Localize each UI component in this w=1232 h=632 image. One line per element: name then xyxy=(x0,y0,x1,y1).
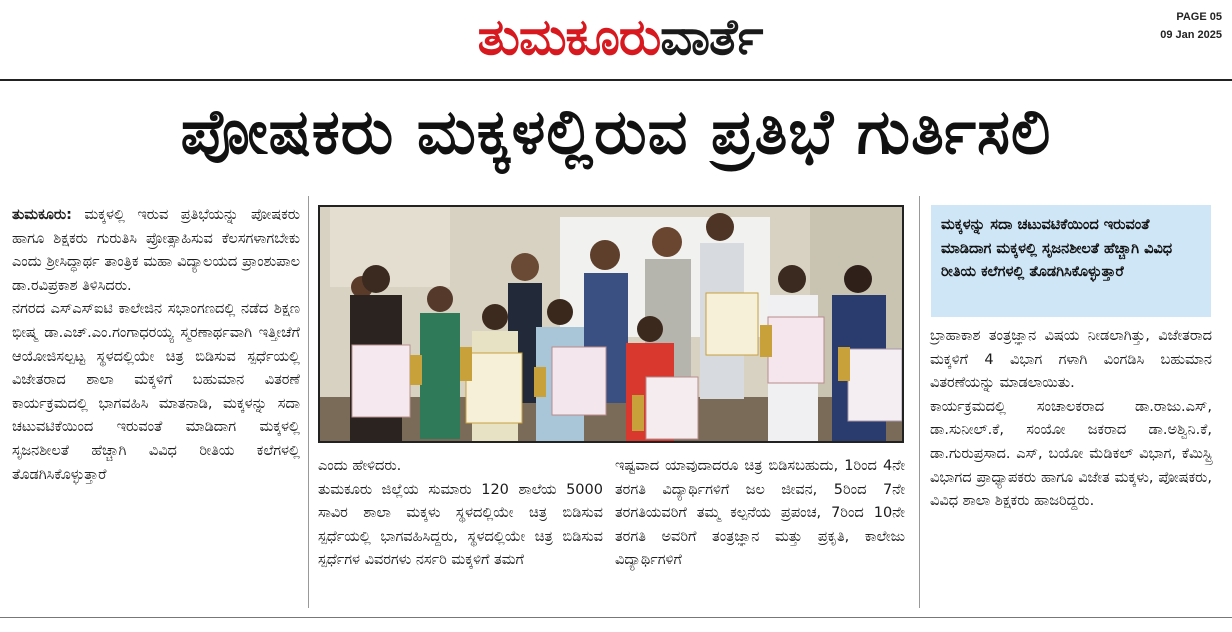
logo-part-black: ವಾರ್ತೆ xyxy=(660,8,763,66)
dateline: ತುಮಕೂರು: xyxy=(12,207,72,223)
article-paragraph: ಬ್ರಾಹಾಕಾಶ ತಂತ್ರಜ್ಞಾನ ವಿಷಯ ನೀಡಲಾಗಿತ್ತು, ವಿಜೇತರಾದ ಮಕ್ಕಳಿಗೆ 4 ವಿಭಾಗ ಗಳಾಗಿ ವಿಂಗಡಿಸಿ ಬಹುಮಾನ ವಿತರಣೆಯನ್ನು ಮಾಡಲಾಯಿತು. xyxy=(930,328,1212,392)
page-meta xyxy=(1160,8,1222,44)
newspaper-logo xyxy=(420,4,820,70)
article-column-1 xyxy=(12,204,300,487)
column-divider xyxy=(919,196,920,608)
article-photo xyxy=(318,205,904,443)
photo-illustration xyxy=(320,207,902,441)
article-headline: ಪೋಷಕರು ಮಕ್ಕಳಲ್ಲಿರುವ ಪ್ರತಿಭೆ ಗುರ್ತಿಸಲಿ xyxy=(180,95,1052,168)
article-paragraph: ಎಂದು ಹೇಳಿದರು. xyxy=(318,458,402,474)
article-column-3 xyxy=(615,455,905,573)
paragraph-text: ಮಕ್ಕಳಲ್ಲಿ ಇರುವ ಪ್ರತಿಭೆಯನ್ನು ಪೋಷಕರು ಹಾಗೂ ಶಿಕ್ಷಕರು ಗುರುತಿಸಿ ಪ್ರೋತ್ಸಾಹಿಸುವ ಕೆಲಸಗಳಾಗಬೇಕು ಎಂದು ಶ್ರೀಸಿದ್ಧಾರ್ಥ ತಾಂತ್ರಿಕ ಮಹಾ ವಿದ್ಯಾಲಯದ ಪ್ರಾಂಶುಪಾಲ ಡಾ.ರವಿಪ್ರಕಾಶ ತಿಳಿಸಿದರು. xyxy=(12,207,300,294)
edition-date: 09 Jan 2025 xyxy=(1160,29,1222,41)
article-paragraph: ಇಷ್ಟವಾದ ಯಾವುದಾದರೂ ಚಿತ್ರ ಬಿಡಿಸಬಹುದು, 1ರಿಂದ 4ನೇ ತರಗತಿ ವಿದ್ಯಾರ್ಥಿಗಳಿಗೆ ಜಲ ಜೀವನ, 5ರಿಂದ 7ನೇ ತರಗತಿಯವರಿಗೆ ತಮ್ಮ ಕಲ್ಪನೆಯ ಪ್ರಪಂಚ, 7ರಿಂದ 10ನೇ ತರಗತಿ ಅವರಿಗೆ ತಂತ್ರಜ್ಞಾನ ಮತ್ತು ಪ್ರಕೃತಿ, ಕಾಲೇಜು ವಿದ್ಯಾರ್ಥಿಗಳಿಗೆ xyxy=(615,458,905,569)
article-paragraph: ನಗರದ ಎಸ್‌ಎಸ್‌ಐಟಿ ಕಾಲೇಜಿನ ಸಭಾಂಗಣದಲ್ಲಿ ನಡೆದ ಶಿಕ್ಷಣ ಭೀಷ್ಮ ಡಾ.ಎಚ್.ಎಂ.ಗಂಗಾಧರಯ್ಯ ಸ್ಮರಣಾರ್ಥವಾಗಿ ಇತ್ತೀಚೆಗೆ ಆಯೋಜಿಸಲ್ಪಟ್ಟ ಸ್ಥಳದಲ್ಲಿಯೇ ಚಿತ್ರ ಬಿಡಿಸುವ ಸ್ಪರ್ಧೆಯಲ್ಲಿ ವಿಜೇತರಾದ ಶಾಲಾ ಮಕ್ಕಳಿಗೆ ಬಹುಮಾನ ವಿತರಣೆ ಕಾರ್ಯಕ್ರಮದಲ್ಲಿ ಭಾಗವಹಿಸಿ ಮಾತನಾಡಿ, ಮಕ್ಕಳನ್ನು ಸದಾ ಚಟುವಟಿಕೆಯಿಂದ ಇರುವಂತೆ ಮಾಡಿದಾಗ ಮಕ್ಕಳಲ್ಲಿ ಸೃಜನಶೀಲತೆ ಹೆಚ್ಚಾಗಿ ವಿವಿಧ ರೀತಿಯ ಕಲೆಗಳಲ್ಲಿ ತೊಡಗಿಸಿಕೊಳ್ಳುತ್ತಾರೆ xyxy=(12,301,300,483)
page-number: PAGE 05 xyxy=(1176,11,1222,23)
article-column-2 xyxy=(318,455,603,573)
logo-part-red: ತುಮಕೂರು xyxy=(477,8,661,66)
pull-quote: ಮಕ್ಕಳನ್ನು ಸದಾ ಚಟುವಟಿಕೆಯಿಂದ ಇರುವಂತೆ ಮಾಡಿದಾಗ ಮಕ್ಕಳಲ್ಲಿ ಸೃಜನಶೀಲತೆ ಹೆಚ್ಚಾಗಿ ವಿವಿಧ ರೀತಿಯ ಕಲೆಗಳಲ್ಲಿ ತೊಡಗಿಸಿಕೊಳ್ಳುತ್ತಾರೆ xyxy=(931,205,1211,317)
masthead-rule xyxy=(0,79,1232,81)
page-bottom-rule xyxy=(0,617,1232,618)
article-paragraph: ತುಮಕೂರು ಜಿಲ್ಲೆಯ ಸುಮಾರು 120 ಶಾಲೆಯ 5000 ಸಾವಿರ ಶಾಲಾ ಮಕ್ಕಳು ಸ್ಥಳದಲ್ಲಿಯೇ ಚಿತ್ರ ಬಿಡಿಸುವ ಸ್ಪರ್ಧೆಯಲ್ಲಿ ಭಾಗವಹಿಸಿದ್ದರು, ಸ್ಥಳದಲ್ಲಿಯೇ ಚಿತ್ರ ಬಿಡಿಸುವ ಸ್ಪರ್ಧೆಗಳ ವಿವರಗಳು ನರ್ಸರಿ ಮಕ್ಕಳಿಗೆ ತಮಗೆ xyxy=(318,481,603,569)
article-paragraph: ಕಾರ್ಯಕ್ರಮದಲ್ಲಿ ಸಂಚಾಲಕರಾದ ಡಾ.ರಾಜು.ಎಸ್, ಡಾ.ಸುನೀಲ್.ಕೆ, ಸಂಯೋ ಜಕರಾದ ಡಾ.ಅಶ್ವಿನಿ.ಕೆ, ಡಾ.ಗುರುಪ್ರಸಾದ. ಎಸ್, ಬಯೋ ಮೆಡಿಕಲ್ ವಿಭಾಗ, ಕೆಮಿಸ್ಟ್ರಿ ವಿಭಾಗದ ಪ್ರಾಧ್ಯಾಪಕರು ಹಾಗೂ ವಿಜೇತ ಮಕ್ಕಳು, ಪೋಷಕರು, ವಿವಿಧ ಶಾಲಾ ಶಿಕ್ಷಕರು ಹಾಜರಿದ್ದರು. xyxy=(930,398,1212,510)
masthead xyxy=(0,0,1232,78)
column-divider xyxy=(308,196,309,608)
article-paragraph xyxy=(12,204,300,298)
article-column-4 xyxy=(930,325,1212,514)
